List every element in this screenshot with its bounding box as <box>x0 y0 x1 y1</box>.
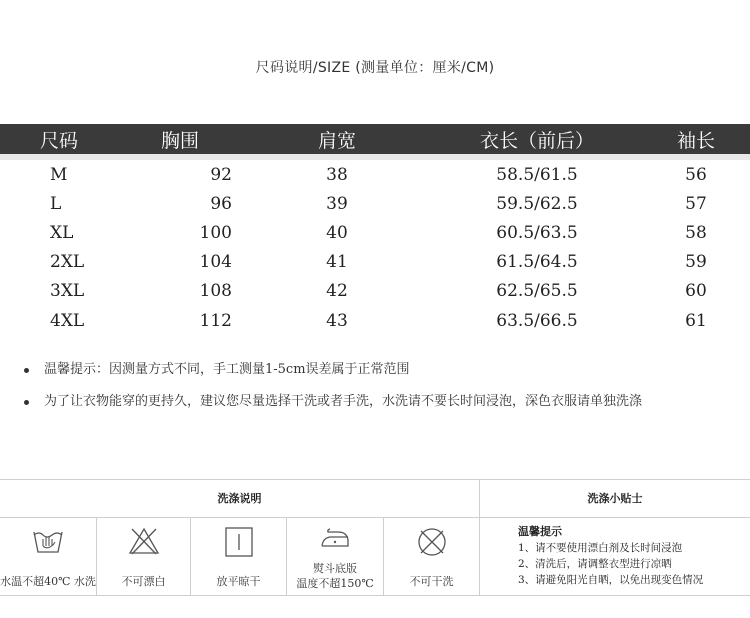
cell-length: 62.5/65.5 <box>496 281 578 302</box>
cell-chest: 100 <box>199 222 232 243</box>
size-table <box>0 124 750 335</box>
care-symbol-hand-wash <box>0 518 97 595</box>
cell-sleeve: 61 <box>685 310 707 331</box>
cell-length: 63.5/66.5 <box>496 310 578 331</box>
cell-length: 60.5/63.5 <box>496 222 578 243</box>
care-symbol-label: 不可干洗 <box>409 575 454 588</box>
header-sleeve: 袖长 <box>642 124 750 157</box>
table-row <box>0 277 750 306</box>
care-symbol-label: 不可漂白 <box>121 575 166 588</box>
cell-sleeve: 57 <box>685 193 707 214</box>
wash-instructions-header: 洗涤说明 <box>217 492 262 505</box>
care-symbol-label: 水温不超40℃ 水洗 <box>0 575 96 588</box>
cell-size: M <box>50 164 68 185</box>
cell-chest: 96 <box>210 193 232 214</box>
cell-size: L <box>50 193 62 214</box>
care-panel <box>0 479 750 596</box>
note-measurement: 温馨提示：因测量方式不同，手工测量1-5cm误差属于正常范围 <box>24 360 744 392</box>
note-care-advice: 为了让衣物能穿的更持久，建议您尽量选择干洗或者手洗，水洗请不要长时间浸泡，深色衣服请单独洗涤 <box>24 392 744 424</box>
cell-sleeve: 58 <box>685 222 707 243</box>
care-symbol-no-bleach <box>97 518 191 595</box>
cell-chest: 112 <box>199 310 232 331</box>
cell-sleeve: 59 <box>685 252 707 273</box>
size-table-header-row <box>0 124 750 157</box>
cell-shoulder: 40 <box>326 222 348 243</box>
care-symbols <box>0 518 479 595</box>
no-dry-clean-icon <box>416 526 448 558</box>
cell-shoulder: 38 <box>326 164 348 185</box>
cell-shoulder: 43 <box>326 310 348 331</box>
care-symbol-label: 放平晾干 <box>216 575 261 588</box>
care-symbol-iron <box>287 518 384 595</box>
care-symbol-label: 熨斗底版 <box>313 562 357 575</box>
care-symbol-dry-flat <box>191 518 287 595</box>
table-row <box>0 157 750 189</box>
tip-line: 1、请不要使用漂白剂及长时间浸泡 <box>518 542 683 554</box>
cell-length: 58.5/61.5 <box>496 164 578 185</box>
cell-sleeve: 56 <box>685 164 707 185</box>
cell-chest: 104 <box>199 252 232 273</box>
notes-list <box>24 360 744 424</box>
cell-length: 61.5/64.5 <box>496 252 578 273</box>
table-row <box>0 248 750 277</box>
hand-wash-40-icon <box>31 526 65 556</box>
cell-chest: 92 <box>210 164 232 185</box>
size-chart-title: 尺码说明/SIZE (测量单位：厘米/CM) <box>255 60 495 76</box>
cell-shoulder: 39 <box>326 193 348 214</box>
cell-chest: 108 <box>199 281 232 302</box>
care-symbol-no-dry-clean <box>384 518 479 595</box>
cell-size: 4XL <box>50 310 85 331</box>
care-symbol-label-group <box>287 561 383 591</box>
header-length: 衣长（前后） <box>432 124 642 157</box>
wash-tips <box>518 523 748 588</box>
iron-low-icon <box>318 526 352 550</box>
table-row <box>0 306 750 335</box>
tip-line: 3、请避免阳光自晒，以免出现变色情况 <box>518 574 704 586</box>
dry-flat-icon <box>224 526 254 558</box>
tips-title: 温馨提示 <box>518 525 562 538</box>
cell-size: XL <box>50 222 74 243</box>
cell-shoulder: 42 <box>326 281 348 302</box>
table-row <box>0 218 750 247</box>
cell-size: 3XL <box>50 281 85 302</box>
cell-size: 2XL <box>50 252 85 273</box>
care-symbol-label: 温度不超150℃ <box>296 577 374 590</box>
cell-shoulder: 41 <box>326 252 348 273</box>
no-bleach-icon <box>128 526 160 556</box>
cell-sleeve: 60 <box>685 281 707 302</box>
wash-tips-header: 洗涤小贴士 <box>587 492 643 505</box>
header-size: 尺码 <box>0 124 118 157</box>
header-shoulder: 肩宽 <box>242 124 432 157</box>
tip-line: 2、清洗后，请调整衣型进行凉晒 <box>518 558 672 570</box>
header-chest: 胸围 <box>118 124 242 157</box>
table-row <box>0 189 750 218</box>
cell-length: 59.5/62.5 <box>496 193 578 214</box>
